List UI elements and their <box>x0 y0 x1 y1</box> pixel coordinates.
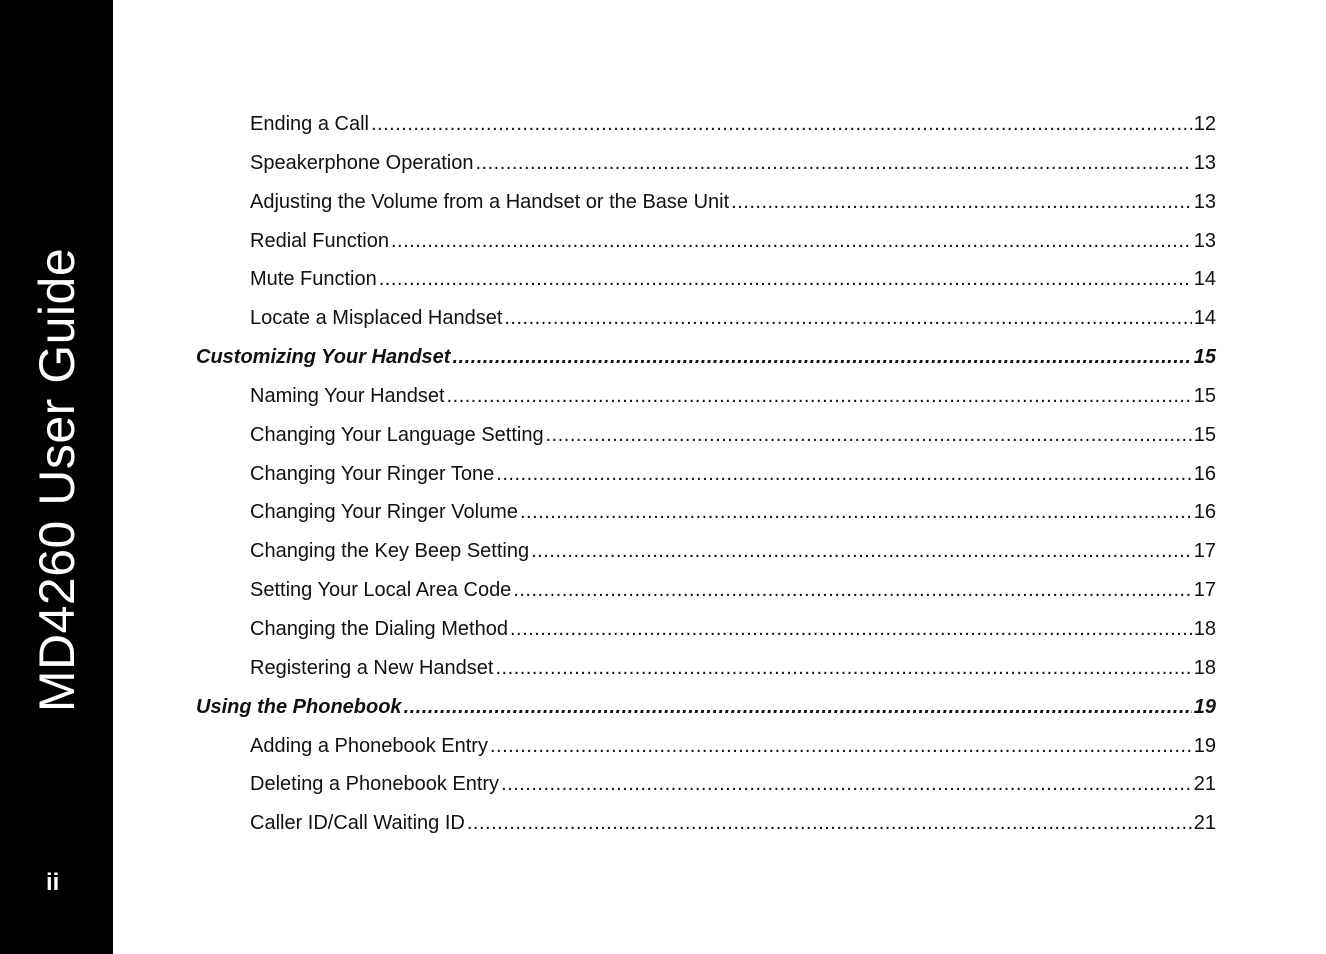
toc-entry-title: Adding a Phonebook Entry <box>250 734 488 757</box>
toc-dot-leader <box>520 493 1192 531</box>
toc-entry-title: Mute Function <box>250 268 377 291</box>
toc-section-entry[interactable] <box>196 688 1216 727</box>
toc-entry[interactable] <box>196 377 1216 416</box>
toc-page-number: 19 <box>1193 695 1216 718</box>
toc-page-number: 17 <box>1193 579 1216 602</box>
toc-dot-leader <box>452 338 1191 376</box>
toc-page-number: 16 <box>1193 462 1216 485</box>
toc-entry-title: Customizing Your Handset <box>196 346 451 369</box>
toc-entry[interactable] <box>196 727 1216 766</box>
toc-entry-title: Changing Your Ringer Volume <box>250 501 518 524</box>
toc-section-entry[interactable] <box>196 338 1216 377</box>
toc-dot-leader <box>495 649 1191 687</box>
toc-dot-leader <box>447 377 1192 415</box>
toc-entry-title: Using the Phonebook <box>196 695 402 718</box>
toc-entry[interactable] <box>196 765 1216 804</box>
toc-entry[interactable] <box>196 493 1216 532</box>
toc-page-number: 17 <box>1193 540 1216 563</box>
toc-page-number: 13 <box>1193 190 1216 213</box>
document-title: MD4260 User Guide <box>29 247 85 713</box>
toc-entry-title: Ending a Call <box>250 113 369 135</box>
toc-page-number: 15 <box>1193 384 1216 407</box>
toc-dot-leader <box>490 727 1192 765</box>
toc-entry[interactable] <box>196 532 1216 571</box>
toc-page-number: 16 <box>1193 501 1216 524</box>
toc-page-number: 15 <box>1193 423 1216 446</box>
toc-entry-title: Speakerphone Operation <box>250 151 474 174</box>
toc-page-number: 18 <box>1193 656 1216 679</box>
toc-page-number: 21 <box>1193 812 1216 835</box>
toc-entry[interactable] <box>196 416 1216 455</box>
toc-entry-title: Adjusting the Volume from a Handset or the Base Unit <box>250 190 730 213</box>
toc-dot-leader <box>546 416 1192 454</box>
toc-page-number: 19 <box>1193 734 1216 757</box>
toc-dot-leader <box>731 183 1192 221</box>
toc-dot-leader <box>371 105 1192 143</box>
toc-entry-title: Changing the Key Beep Setting <box>250 540 530 563</box>
toc-dot-leader <box>501 765 1192 803</box>
toc-entry-title: Deleting a Phonebook Entry <box>250 773 500 796</box>
toc-entry-title: Caller ID/Call Waiting ID <box>250 812 465 835</box>
toc-entry[interactable] <box>196 183 1216 222</box>
toc-entry-title: Redial Function <box>250 229 389 252</box>
toc-dot-leader <box>496 455 1191 493</box>
toc-page-number: 15 <box>1193 346 1216 369</box>
page-number: ii <box>46 869 60 896</box>
toc-dot-leader <box>531 532 1192 570</box>
toc-dot-leader <box>379 260 1192 298</box>
toc-entry-title: Registering a New Handset <box>250 656 494 679</box>
toc-entry[interactable] <box>196 299 1216 338</box>
toc-entry[interactable] <box>196 105 1216 144</box>
toc-entry-title: Changing Your Ringer Tone <box>250 462 495 485</box>
toc-page-number: 13 <box>1193 151 1216 174</box>
toc-entry[interactable] <box>196 455 1216 494</box>
toc-entry[interactable] <box>196 610 1216 649</box>
toc-page-number: 14 <box>1193 307 1216 330</box>
toc-page-number: 21 <box>1193 773 1216 796</box>
toc-entry-title: Naming Your Handset <box>250 384 445 407</box>
toc-entry-title: Changing Your Language Setting <box>250 423 544 446</box>
toc-page-number: 13 <box>1193 229 1216 252</box>
toc-page-number: 18 <box>1193 617 1216 640</box>
toc-dot-leader <box>510 610 1192 648</box>
toc-dot-leader <box>391 222 1192 260</box>
toc-entry[interactable] <box>196 571 1216 610</box>
toc-dot-leader <box>467 804 1192 842</box>
toc-dot-leader <box>504 299 1191 337</box>
table-of-contents <box>196 105 1216 843</box>
toc-entry[interactable] <box>196 649 1216 688</box>
side-band <box>0 0 113 954</box>
toc-entry[interactable] <box>196 144 1216 183</box>
toc-dot-leader <box>513 571 1191 609</box>
toc-entry[interactable] <box>196 222 1216 261</box>
toc-entry-title: Setting Your Local Area Code <box>250 579 512 602</box>
toc-dot-leader <box>476 144 1192 182</box>
toc-entry[interactable] <box>196 804 1216 843</box>
toc-dot-leader <box>404 688 1192 726</box>
toc-entry-title: Changing the Dialing Method <box>250 617 508 640</box>
toc-entry[interactable] <box>196 260 1216 299</box>
toc-entry-title: Locate a Misplaced Handset <box>250 307 503 330</box>
toc-page-number: 14 <box>1193 268 1216 291</box>
toc-page-number: 12 <box>1193 113 1216 135</box>
